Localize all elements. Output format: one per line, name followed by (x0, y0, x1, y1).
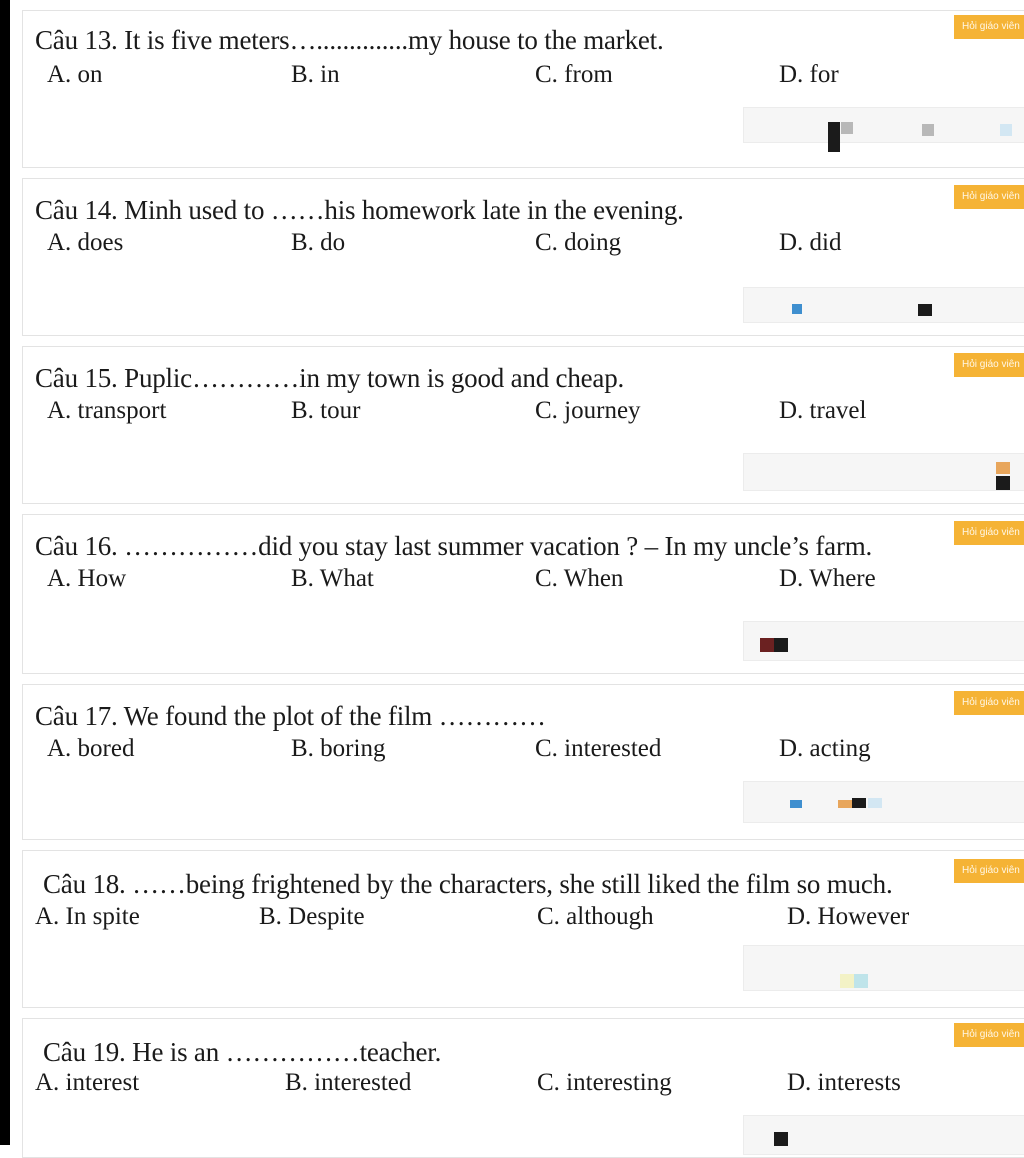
answer-area (743, 107, 1024, 143)
blurred-mark (922, 124, 934, 136)
option-a[interactable]: A. interest (35, 1069, 140, 1096)
option-b[interactable]: B. interested (285, 1069, 412, 1096)
blurred-mark (774, 638, 788, 652)
blurred-mark (852, 798, 866, 808)
option-a[interactable]: A. bored (47, 735, 135, 762)
question-text: Câu 15. Puplic…………in my town is good and cheap. (35, 363, 625, 393)
question-text: Câu 13. It is five meters…..............my house to the market. (35, 25, 664, 55)
option-c[interactable]: C. from (535, 61, 613, 88)
question-text: Câu 19. He is an ……………teacher. (43, 1037, 442, 1067)
option-c[interactable]: C. interesting (537, 1069, 672, 1096)
option-c[interactable]: C. journey (535, 397, 641, 424)
option-a[interactable]: A. does (47, 229, 124, 256)
blurred-mark (760, 638, 774, 652)
left-edge-bar (0, 0, 10, 1145)
ask-teacher-button[interactable]: Hỏi giáo viên (954, 691, 1024, 715)
blurred-mark (996, 462, 1010, 474)
question-card-17 (22, 684, 1024, 840)
question-text: Câu 17. We found the plot of the film ………… (35, 701, 546, 731)
blurred-mark (840, 974, 854, 988)
option-d[interactable]: D. Where (779, 565, 876, 592)
ask-teacher-button[interactable]: Hỏi giáo viên (954, 15, 1024, 39)
option-b[interactable]: B. What (291, 565, 374, 592)
ask-teacher-button[interactable]: Hỏi giáo viên (954, 859, 1024, 883)
option-d[interactable]: D. acting (779, 735, 871, 762)
question-text: Câu 16. ……………did you stay last summer vacation ? – In my uncle’s farm. (35, 531, 873, 561)
blurred-mark (792, 304, 802, 314)
option-b[interactable]: B. boring (291, 735, 386, 762)
blurred-mark (828, 122, 840, 152)
option-c[interactable]: C. When (535, 565, 624, 592)
option-a[interactable]: A. How (47, 565, 127, 592)
question-text: Câu 14. Minh used to ……his homework late in the evening. (35, 195, 684, 225)
blurred-mark (838, 800, 852, 808)
option-b[interactable]: B. in (291, 61, 340, 88)
option-b[interactable]: B. Despite (259, 903, 365, 930)
ask-teacher-button[interactable]: Hỏi giáo viên (954, 521, 1024, 545)
question-card-16 (22, 514, 1024, 674)
ask-teacher-button[interactable]: Hỏi giáo viên (954, 353, 1024, 377)
option-d[interactable]: D. did (779, 229, 842, 256)
question-card-13 (22, 10, 1024, 168)
option-a[interactable]: A. on (47, 61, 103, 88)
blurred-mark (774, 1132, 788, 1146)
blurred-mark (854, 974, 868, 988)
option-c[interactable]: C. although (537, 903, 654, 930)
blurred-mark (918, 304, 932, 316)
question-card-19 (22, 1018, 1024, 1158)
ask-teacher-button[interactable]: Hỏi giáo viên (954, 1023, 1024, 1047)
answer-area (743, 621, 1024, 661)
question-card-14 (22, 178, 1024, 336)
option-a[interactable]: A. In spite (35, 903, 140, 930)
blurred-mark (868, 798, 882, 808)
answer-area (743, 287, 1024, 323)
blurred-mark (1000, 124, 1012, 136)
option-d[interactable]: D. for (779, 61, 839, 88)
question-card-18 (22, 850, 1024, 1008)
option-d[interactable]: D. interests (787, 1069, 901, 1096)
answer-area (743, 453, 1024, 491)
answer-area (743, 781, 1024, 823)
option-d[interactable]: D. However (787, 903, 910, 930)
option-b[interactable]: B. tour (291, 397, 361, 424)
question-text: Câu 18. ……being frightened by the characters, she still liked the film so much. (43, 869, 893, 899)
blurred-mark (790, 800, 802, 808)
answer-area (743, 1115, 1024, 1155)
blurred-mark (841, 122, 853, 134)
blurred-mark (996, 476, 1010, 490)
option-d[interactable]: D. travel (779, 397, 867, 424)
option-a[interactable]: A. transport (47, 397, 167, 424)
answer-area (743, 945, 1024, 991)
option-c[interactable]: C. doing (535, 229, 622, 256)
ask-teacher-button[interactable]: Hỏi giáo viên (954, 185, 1024, 209)
option-b[interactable]: B. do (291, 229, 346, 256)
question-card-15 (22, 346, 1024, 504)
option-c[interactable]: C. interested (535, 735, 662, 762)
